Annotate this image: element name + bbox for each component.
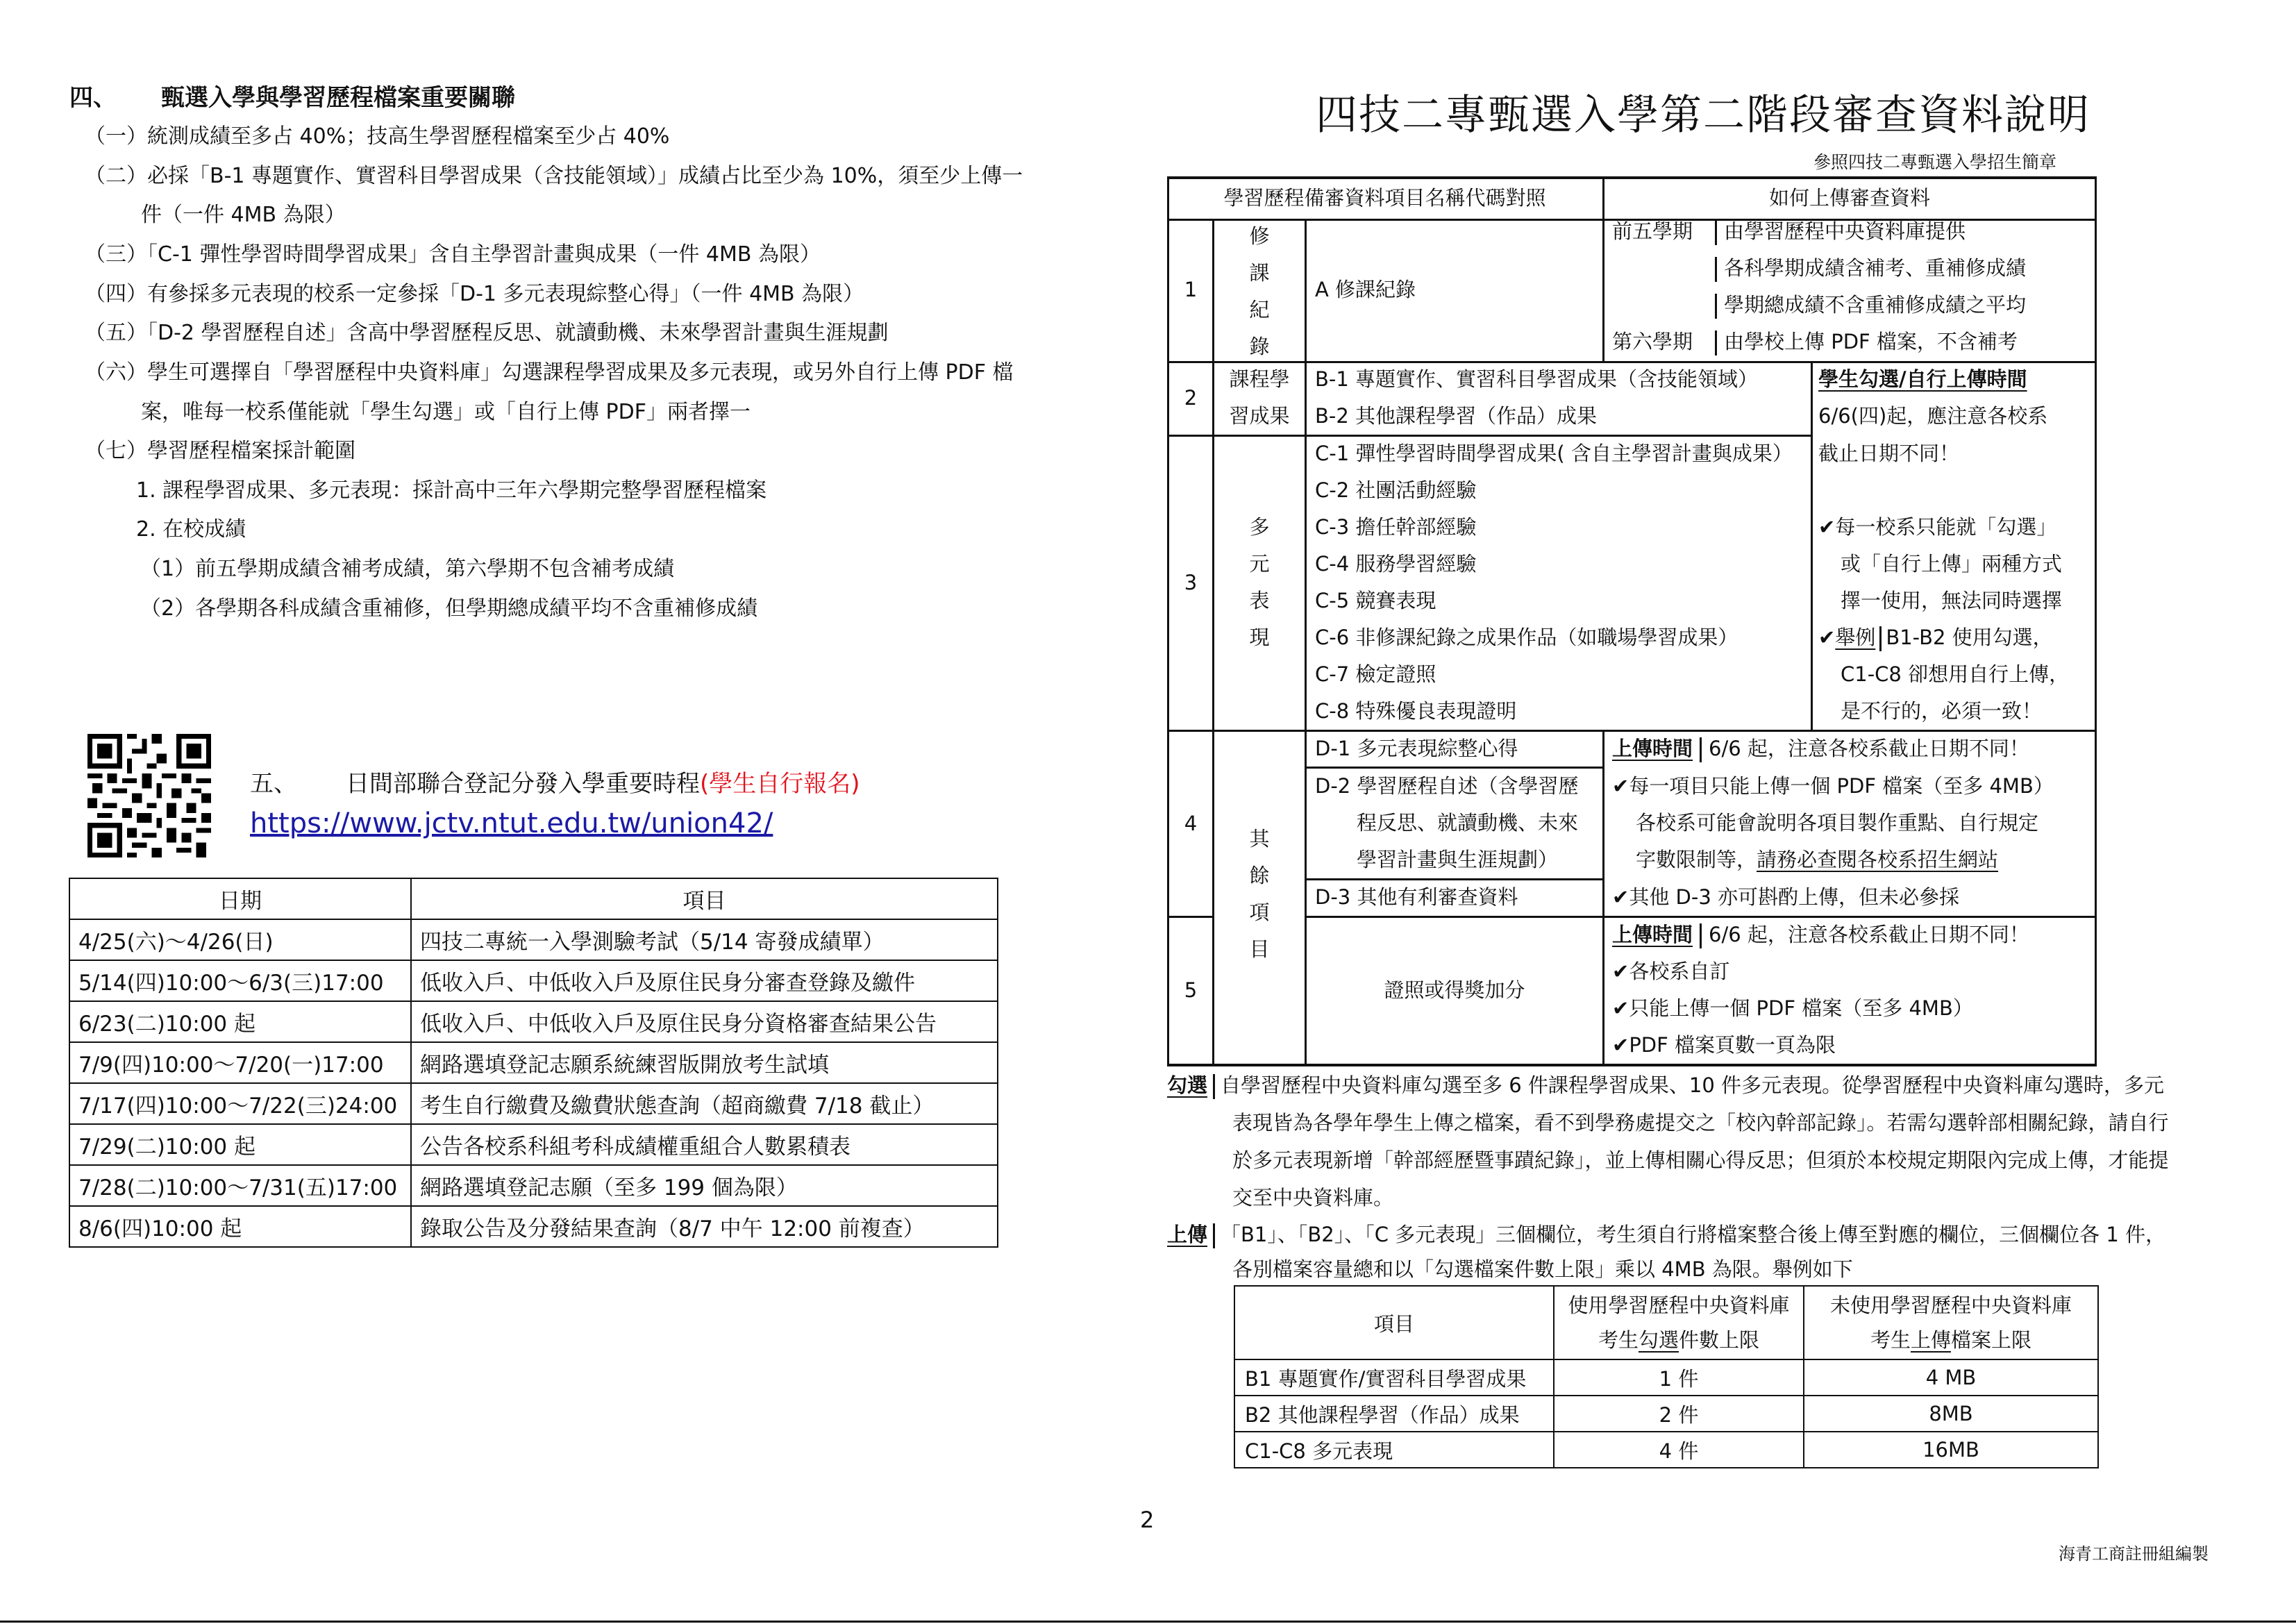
item-cell: 考生自行繳費及繳費狀態查詢（超商繳費 7/18 截止） [411, 1083, 998, 1124]
date-cell: 8/6(四)10:00 起 [69, 1206, 411, 1247]
section4-sub-2-2: （2）各學期各科成績含重補修，但學期總成績平均不含重補修成績 [140, 596, 758, 621]
item-cell: 低收入戶、中低收入戶及原住民身分資格審查結果公告 [411, 1001, 998, 1042]
upload-limit-cell: 4 MB [1804, 1359, 2098, 1396]
section5-heading [250, 764, 860, 798]
date-cell: 7/29(二)10:00 起 [69, 1124, 411, 1165]
upload-limit-example-table [1234, 1285, 2099, 1468]
upload-limit-cell: 8MB [1804, 1396, 2098, 1432]
column-header-with-database [1554, 1286, 1804, 1359]
note-text: 各別檔案容量總和以「勾選檔案件數上限」乘以 4MB 為限。舉例如下 [1232, 1257, 1853, 1281]
row-number: 4 [1184, 812, 1198, 835]
section4-item-7: （七）學習歷程檔案採計範圍 [85, 439, 355, 463]
item-cell: B2 其他課程學習（作品）成果 [1234, 1396, 1554, 1432]
check-mark-icon: ✔ [1612, 774, 1629, 798]
check-mark-icon: ✔ [1612, 960, 1629, 983]
check-note [1818, 509, 2056, 546]
check-mark-icon: ✔ [1612, 996, 1629, 1020]
column-header-item: 項目 [1234, 1286, 1554, 1359]
check-mark-icon: ✔ [1818, 515, 1836, 539]
date-cell: 4/25(六)～4/26(日) [69, 919, 411, 960]
page-title: 四技二專甄選入學第二階段審查資料說明 [1316, 91, 2090, 140]
item-c2: C-2 社團活動經驗 [1315, 478, 1477, 502]
upload-time-label: 上傳時間 [1612, 737, 1693, 760]
table-divider [1305, 219, 1307, 1066]
section5-title-highlight: (學生自行報名) [700, 770, 860, 798]
note-text: B1-B2 使用勾選， [1886, 626, 2053, 649]
table-row [69, 919, 998, 960]
table-divider [1167, 916, 1212, 918]
note-text: 各校系自訂 [1629, 960, 1730, 983]
category-diverse-performance [1214, 509, 1305, 656]
table-row [1234, 1359, 2098, 1396]
category-char: 目 [1249, 937, 1270, 961]
item-cell: 公告各校系科組考科成績權重組合人數累積表 [411, 1124, 998, 1165]
check-mark-icon: ✔ [1818, 626, 1836, 649]
semester-label: 第六學期 [1612, 330, 1693, 353]
section4-item-6-cont: 案，唯每一校系僅能就「學生勾選」或「自行上傳 PDF」兩者擇一 [141, 400, 751, 424]
semester-label: 前五學期 [1612, 219, 1693, 243]
table-row [69, 1165, 998, 1206]
note-text: 字數限制等， [1636, 848, 1757, 871]
table-row [69, 1042, 998, 1083]
upload-time-line [1612, 730, 2029, 767]
row-number: 5 [1184, 978, 1198, 1002]
select-upload-time-heading: 學生勾選/自行上傳時間 [1818, 367, 2027, 391]
item-c8: C-8 特殊優良表現證明 [1315, 699, 1517, 723]
row-number: 2 [1184, 386, 1198, 410]
select-label: 勾選 [1167, 1073, 1208, 1097]
note-text: 每一校系只能就「勾選」 [1835, 515, 2057, 539]
table-row [69, 1083, 998, 1124]
item-cell: 網路選填登記志願（至多 199 個為限） [411, 1165, 998, 1206]
table-row [69, 1206, 998, 1247]
section4-item-2-cont: 件（一件 4MB 為限） [141, 203, 346, 227]
section4-item-1: （一）統測成績至多占 40%；技高生學習歷程檔案至少占 40% [85, 124, 670, 149]
upload-time-label: 上傳時間 [1612, 923, 1693, 946]
section4-item-4: （四）有參採多元表現的校系一定參採「D-1 多元表現綜整心得」（一件 4MB 為限） [85, 282, 864, 306]
upload-text: 學期總成績不含重補修成績之平均 [1724, 293, 2027, 317]
upload-line [1612, 250, 2026, 287]
note-text: 於多元表現新增「幹部經歷暨事蹟紀錄」，並上傳相關心得反思；但須於本校規定期限內完成上傳，才能提 [1232, 1148, 2169, 1172]
note-text: 表現皆為各學年學生上傳之檔案，看不到學務處提交之「校內幹部記錄」。若需勾選幹部相關紀錄，請自行 [1232, 1111, 2169, 1135]
reference-note: 參照四技二專甄選入學招生簡章 [1813, 152, 2057, 172]
date-cell: 6/23(二)10:00 起 [69, 1001, 411, 1042]
category-char: 表 [1249, 589, 1270, 612]
select-limit-cell: 2 件 [1554, 1396, 1804, 1432]
upload-text: 由學習歷程中央資料庫提供 [1724, 219, 1966, 243]
section5-title: 日間部聯合登記分發入學重要時程 [346, 770, 700, 798]
section4-item-3: （三）「C-1 彈性學習時間學習成果」含自主學習計畫與成果（一件 4MB 為限） [85, 242, 821, 267]
item-cell: 網路選填登記志願系統練習版開放考生試填 [411, 1042, 998, 1083]
header-line: 使用學習歷程中央資料庫 [1568, 1294, 1790, 1317]
header-line: 未使用學習歷程中央資料庫 [1829, 1294, 2072, 1317]
page-number: 2 [1140, 1507, 1155, 1533]
item-c7: C-7 檢定證照 [1315, 662, 1436, 686]
category-line: 習成果 [1229, 404, 1290, 428]
item-d2: D-2 學習歷程自述（含學習歷 [1315, 774, 1579, 798]
note-text: 其他 D-3 亦可斟酌上傳，但未必參採 [1629, 885, 1959, 909]
item-d1: D-1 多元表現綜整心得 [1315, 737, 1518, 760]
section4-title: 甄選入學與學習歷程檔案重要關聯 [161, 84, 515, 112]
qr-code [87, 734, 211, 857]
item-cell: C1-C8 多元表現 [1234, 1432, 1554, 1468]
check-mark-icon: ✔ [1612, 885, 1629, 909]
item-cell: B1 專題實作/實習科目學習成果 [1234, 1359, 1554, 1396]
table-row [1234, 1432, 2098, 1468]
upload-limit-cell: 16MB [1804, 1432, 2098, 1468]
upload-time-line [1612, 916, 2029, 953]
note-text: 自學習歷程中央資料庫勾選至多 6 件課程學習成果、10 件多元表現。從學習歷程中央資料庫勾選時，多元 [1221, 1073, 2165, 1097]
section5-number: 五、 [250, 770, 297, 798]
category-char: 元 [1249, 552, 1270, 576]
check-mark-icon: ✔ [1612, 1033, 1629, 1057]
upload-time-note: 6/6(四)起，應注意各校系 [1818, 404, 2048, 428]
row-number: 1 [1184, 278, 1198, 301]
table-row [69, 960, 998, 1001]
item-b1: B-1 專題實作、實習科目學習成果（含技能領域） [1315, 367, 1759, 391]
table-border-right [2095, 176, 2097, 1066]
column-header-item: 項目 [411, 878, 998, 919]
item-c6: C-6 非修課紀錄之成果作品（如職場學習成果） [1315, 626, 1738, 649]
upload-line [1612, 213, 1966, 250]
category-char: 修 [1249, 224, 1270, 248]
item-b2: B-2 其他課程學習（作品）成果 [1315, 404, 1598, 428]
category-char: 項 [1249, 901, 1270, 924]
table-row [1234, 1396, 2098, 1432]
date-cell: 7/28(二)10:00～7/31(五)17:00 [69, 1165, 411, 1206]
category-char: 多 [1249, 515, 1270, 539]
check-note [1612, 879, 1959, 916]
item-certificates: 證照或得獎加分 [1384, 978, 1525, 1002]
item-d2-cont: 學習計畫與生涯規劃） [1357, 848, 1559, 871]
table-border-top [1167, 176, 2097, 179]
table-header-row [69, 878, 998, 919]
item-c4: C-4 服務學習經驗 [1315, 552, 1477, 576]
page-bottom-rule [0, 1621, 2296, 1623]
header-line: 考生上傳檔案上限 [1870, 1328, 2032, 1352]
upload-time-text: 6/6 起，注意各校系截止日期不同！ [1709, 737, 2029, 760]
category-course-record [1214, 218, 1305, 365]
date-cell: 7/9(四)10:00～7/20(一)17:00 [69, 1042, 411, 1083]
table-header-row [1234, 1286, 2098, 1359]
category-course-results [1214, 361, 1305, 435]
upload-label: 上傳 [1167, 1223, 1208, 1246]
header-line: 考生勾選件數上限 [1598, 1328, 1760, 1352]
section4-item-5: （五）「D-2 學習歷程自述」含高中學習歷程反思、就讀動機、未來學習計畫與生涯規劃 [85, 321, 889, 345]
item-cell: 錄取公告及分發結果查詢（8/7 中午 12:00 前複查） [411, 1206, 998, 1247]
note-text: 是不行的，必須一致！ [1841, 699, 2043, 723]
item-cell: 四技二專統一入學測驗考試（5/14 寄發成績單） [411, 919, 998, 960]
note-line [1636, 842, 1998, 878]
item-cell: 低收入戶、中低收入戶及原住民身分審查登錄及繳件 [411, 960, 998, 1001]
section4-number: 四、 [69, 84, 117, 112]
item-d2-cont: 程反思、就讀動機、未來 [1357, 811, 1579, 835]
union-registration-link[interactable]: https://www.jctv.ntut.edu.tw/union42/ [250, 807, 773, 839]
note-text: 或「自行上傳」兩種方式 [1841, 552, 2063, 576]
item-course-record: A 修課紀錄 [1315, 278, 1416, 301]
category-char: 餘 [1249, 864, 1270, 887]
check-note [1612, 953, 1729, 990]
item-d3: D-3 其他有利審查資料 [1315, 885, 1518, 909]
note-text: 只能上傳一個 PDF 檔案（至多 4MB） [1629, 996, 1973, 1020]
note-text: PDF 檔案頁數一頁為限 [1629, 1033, 1836, 1057]
upload-note [1167, 1216, 2165, 1253]
note-text: 擇一使用，無法同時選擇 [1841, 589, 2063, 612]
check-note [1612, 1027, 1836, 1064]
table-row [69, 1124, 998, 1165]
select-limit-cell: 4 件 [1554, 1432, 1804, 1468]
section4-item-6: （六）學生可選擇自「學習歷程中央資料庫」勾選課程學習成果及多元表現，或另外自行上傳 PDF 檔 [85, 360, 1014, 385]
table-divider [1602, 730, 1604, 1066]
column-header-date: 日期 [69, 878, 411, 919]
table-border-left [1167, 176, 1169, 1066]
select-note [1167, 1067, 2164, 1104]
footer-credit: 海青工商註冊組編製 [2059, 1544, 2209, 1564]
check-note [1612, 990, 1973, 1027]
section4-sub-1: 1. 課程學習成果、多元表現：採計高中三年六學期完整學習歷程檔案 [136, 478, 767, 503]
item-c1: C-1 彈性學習時間學習成果( 含自主學習計畫與成果） [1315, 442, 1793, 465]
table-row [69, 1001, 998, 1042]
check-note [1612, 768, 2054, 805]
example-note [1818, 619, 2053, 656]
date-cell: 7/17(四)10:00～7/22(三)24:00 [69, 1083, 411, 1124]
category-char: 課 [1249, 261, 1270, 285]
note-text: 每一項目只能上傳一個 PDF 檔案（至多 4MB） [1629, 774, 2054, 798]
item-c3: C-3 擔任幹部經驗 [1315, 515, 1477, 539]
section4-item-2: （二）必採「B-1 專題實作、實習科目學習成果（含技能領域）」成績占比至少為 10%，須至少上傳一 [85, 164, 1023, 188]
upload-line [1612, 324, 2018, 360]
header-how-to-upload: 如何上傳審查資料 [1768, 186, 1930, 210]
select-limit-cell: 1 件 [1554, 1359, 1804, 1396]
header-item-codes: 學習歷程備審資料項目名稱代碼對照 [1223, 186, 1546, 210]
column-header-without-database [1804, 1286, 2098, 1359]
section4-sub-2: 2. 在校成績 [136, 517, 246, 542]
date-cell: 5/14(四)10:00～6/3(三)17:00 [69, 960, 411, 1001]
note-text: C1-C8 卻想用自行上傳， [1841, 662, 2070, 686]
upload-text: 各科學期成績含補考、重補修成績 [1724, 256, 2027, 280]
upload-time-note: 截止日期不同！ [1818, 442, 1960, 465]
note-text: 「B1」、「B2」、「C 多元表現」三個欄位，考生須自行將檔案整合後上傳至對應的欄位，三個欄位各 1 件， [1221, 1223, 2166, 1246]
table-divider [1811, 361, 1813, 731]
category-char: 現 [1249, 626, 1270, 649]
upload-line [1612, 287, 2026, 324]
category-char: 錄 [1249, 335, 1270, 358]
section4-sub-2-1: （1）前五學期成績含補考成績，第六學期不包含補考成績 [140, 557, 675, 581]
row-number: 3 [1184, 571, 1198, 594]
check-school-website-note: 請務必查閱各校系招生網站 [1757, 848, 1999, 871]
example-label: 舉例 [1835, 626, 1876, 649]
category-line: 課程學 [1229, 367, 1290, 391]
item-c5: C-5 競賽表現 [1315, 589, 1436, 612]
category-char: 紀 [1249, 298, 1270, 321]
category-other-items [1214, 821, 1305, 968]
upload-time-text: 6/6 起，注意各校系截止日期不同！ [1709, 923, 2029, 946]
category-char: 其 [1249, 827, 1270, 851]
note-text: 各校系可能會說明各項目製作重點、自行規定 [1636, 811, 2039, 835]
schedule-table [69, 878, 998, 1248]
upload-text: 由學校上傳 PDF 檔案，不含補考 [1724, 330, 2018, 353]
note-text: 交至中央資料庫。 [1232, 1186, 1394, 1209]
